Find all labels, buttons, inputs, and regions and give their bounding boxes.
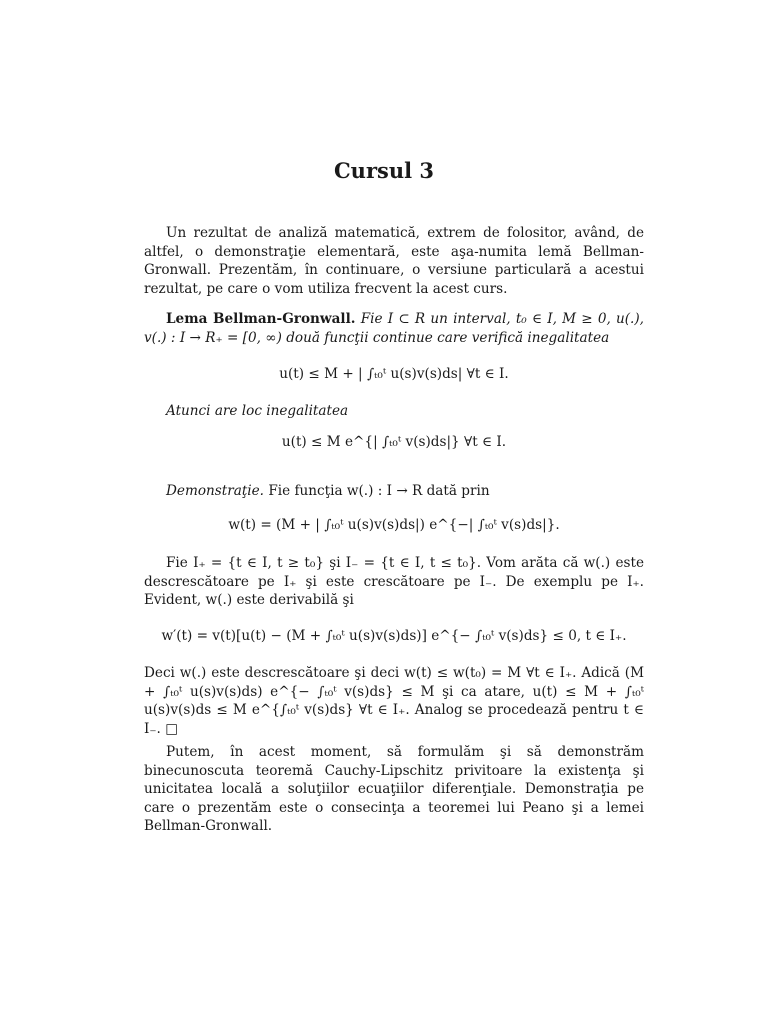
lemma-statement bbox=[144, 310, 644, 347]
proof-label: Demonstraţie. bbox=[166, 483, 264, 499]
qed-symbol: □ bbox=[165, 720, 179, 737]
lemma-then-text: Atunci are loc inegalitatea bbox=[166, 403, 349, 419]
lemma-heading: Lema Bellman-Gronwall. bbox=[166, 311, 356, 327]
lemma-conclusion-equation: u(t) ≤ M e^{| ∫ₜ₀ᵗ v(s)ds|} ∀t ∈ I. bbox=[281, 434, 507, 450]
proof-paragraph-2: Fie I₊ = {t ∈ I, t ≥ t₀} şi I₋ = {t ∈ I, t ≤ t₀}. Vom arăta că w(.) este descrescătoare pe I₊ şi este crescătoare pe I₋. De exemplu pe I₊. Evident, w(.) este derivabilă şi bbox=[144, 555, 644, 609]
closing-paragraph: Putem, în acest moment, să formulăm şi să demonstrăm binecunoscuta teoremă Cauchy-Lipschitz privitoare la existenţa şi unicitatea locală a soluţiilor ecuaţiilor diferenţiale. Demonstraţia pe care o prezentăm este o consecinţa a teoremei lui Peano şi a lemei Bellman-Gronwall. bbox=[144, 744, 644, 835]
derivative-equation: w′(t) = v(t)[u(t) − (M + ∫ₜ₀ᵗ u(s)v(s)ds)] e^{− ∫ₜ₀ᵗ v(s)ds} ≤ 0, t ∈ I₊. bbox=[161, 628, 627, 644]
proof-paragraph-3-text: Deci w(.) este descrescătoare şi deci w(t) ≤ w(t₀) = M ∀t ∈ I₊. Adică (M + ∫ₜ₀ᵗ u(s)v(s)ds) e^{− ∫ₜ₀ᵗ v(s)ds} ≤ M şi ca atare, u(t) ≤ M + ∫ₜ₀ᵗ u(s)v(s)ds ≤ M e^{∫ₜ₀ᵗ v(s)ds} ∀t ∈ I₊. Analog se procedează pentru t ∈ I₋. bbox=[144, 665, 644, 737]
lemma-statement-text: Fie I ⊂ R un interval, t₀ ∈ I, M ≥ 0, u(.), v(.) : I → R₊ = [0, ∞) două funcţii continue care verifică inegalitatea bbox=[144, 311, 645, 346]
proof-intro-text: Fie funcţia w(.) : I → R dată prin bbox=[268, 483, 490, 499]
w-definition-equation: w(t) = (M + | ∫ₜ₀ᵗ u(s)v(s)ds|) e^{−| ∫ₜ₀ᵗ v(s)ds|}. bbox=[228, 517, 560, 533]
proof-paragraph-3 bbox=[144, 664, 644, 738]
lemma-hypothesis-equation: u(t) ≤ M + | ∫ₜ₀ᵗ u(s)v(s)ds| ∀t ∈ I. bbox=[279, 366, 509, 382]
proof-intro bbox=[144, 482, 644, 501]
page-title: Cursul 3 bbox=[333, 158, 435, 183]
intro-paragraph: Un rezultat de analiză matematică, extrem de folositor, având, de altfel, o demonstraţie elementară, este aşa-numita lemă Bellman-Gronwall. Prezentăm, în continuare, o versiune particulară a acestui rezultat, pe care o vom utiliza frecvent la acest curs. bbox=[144, 225, 644, 297]
